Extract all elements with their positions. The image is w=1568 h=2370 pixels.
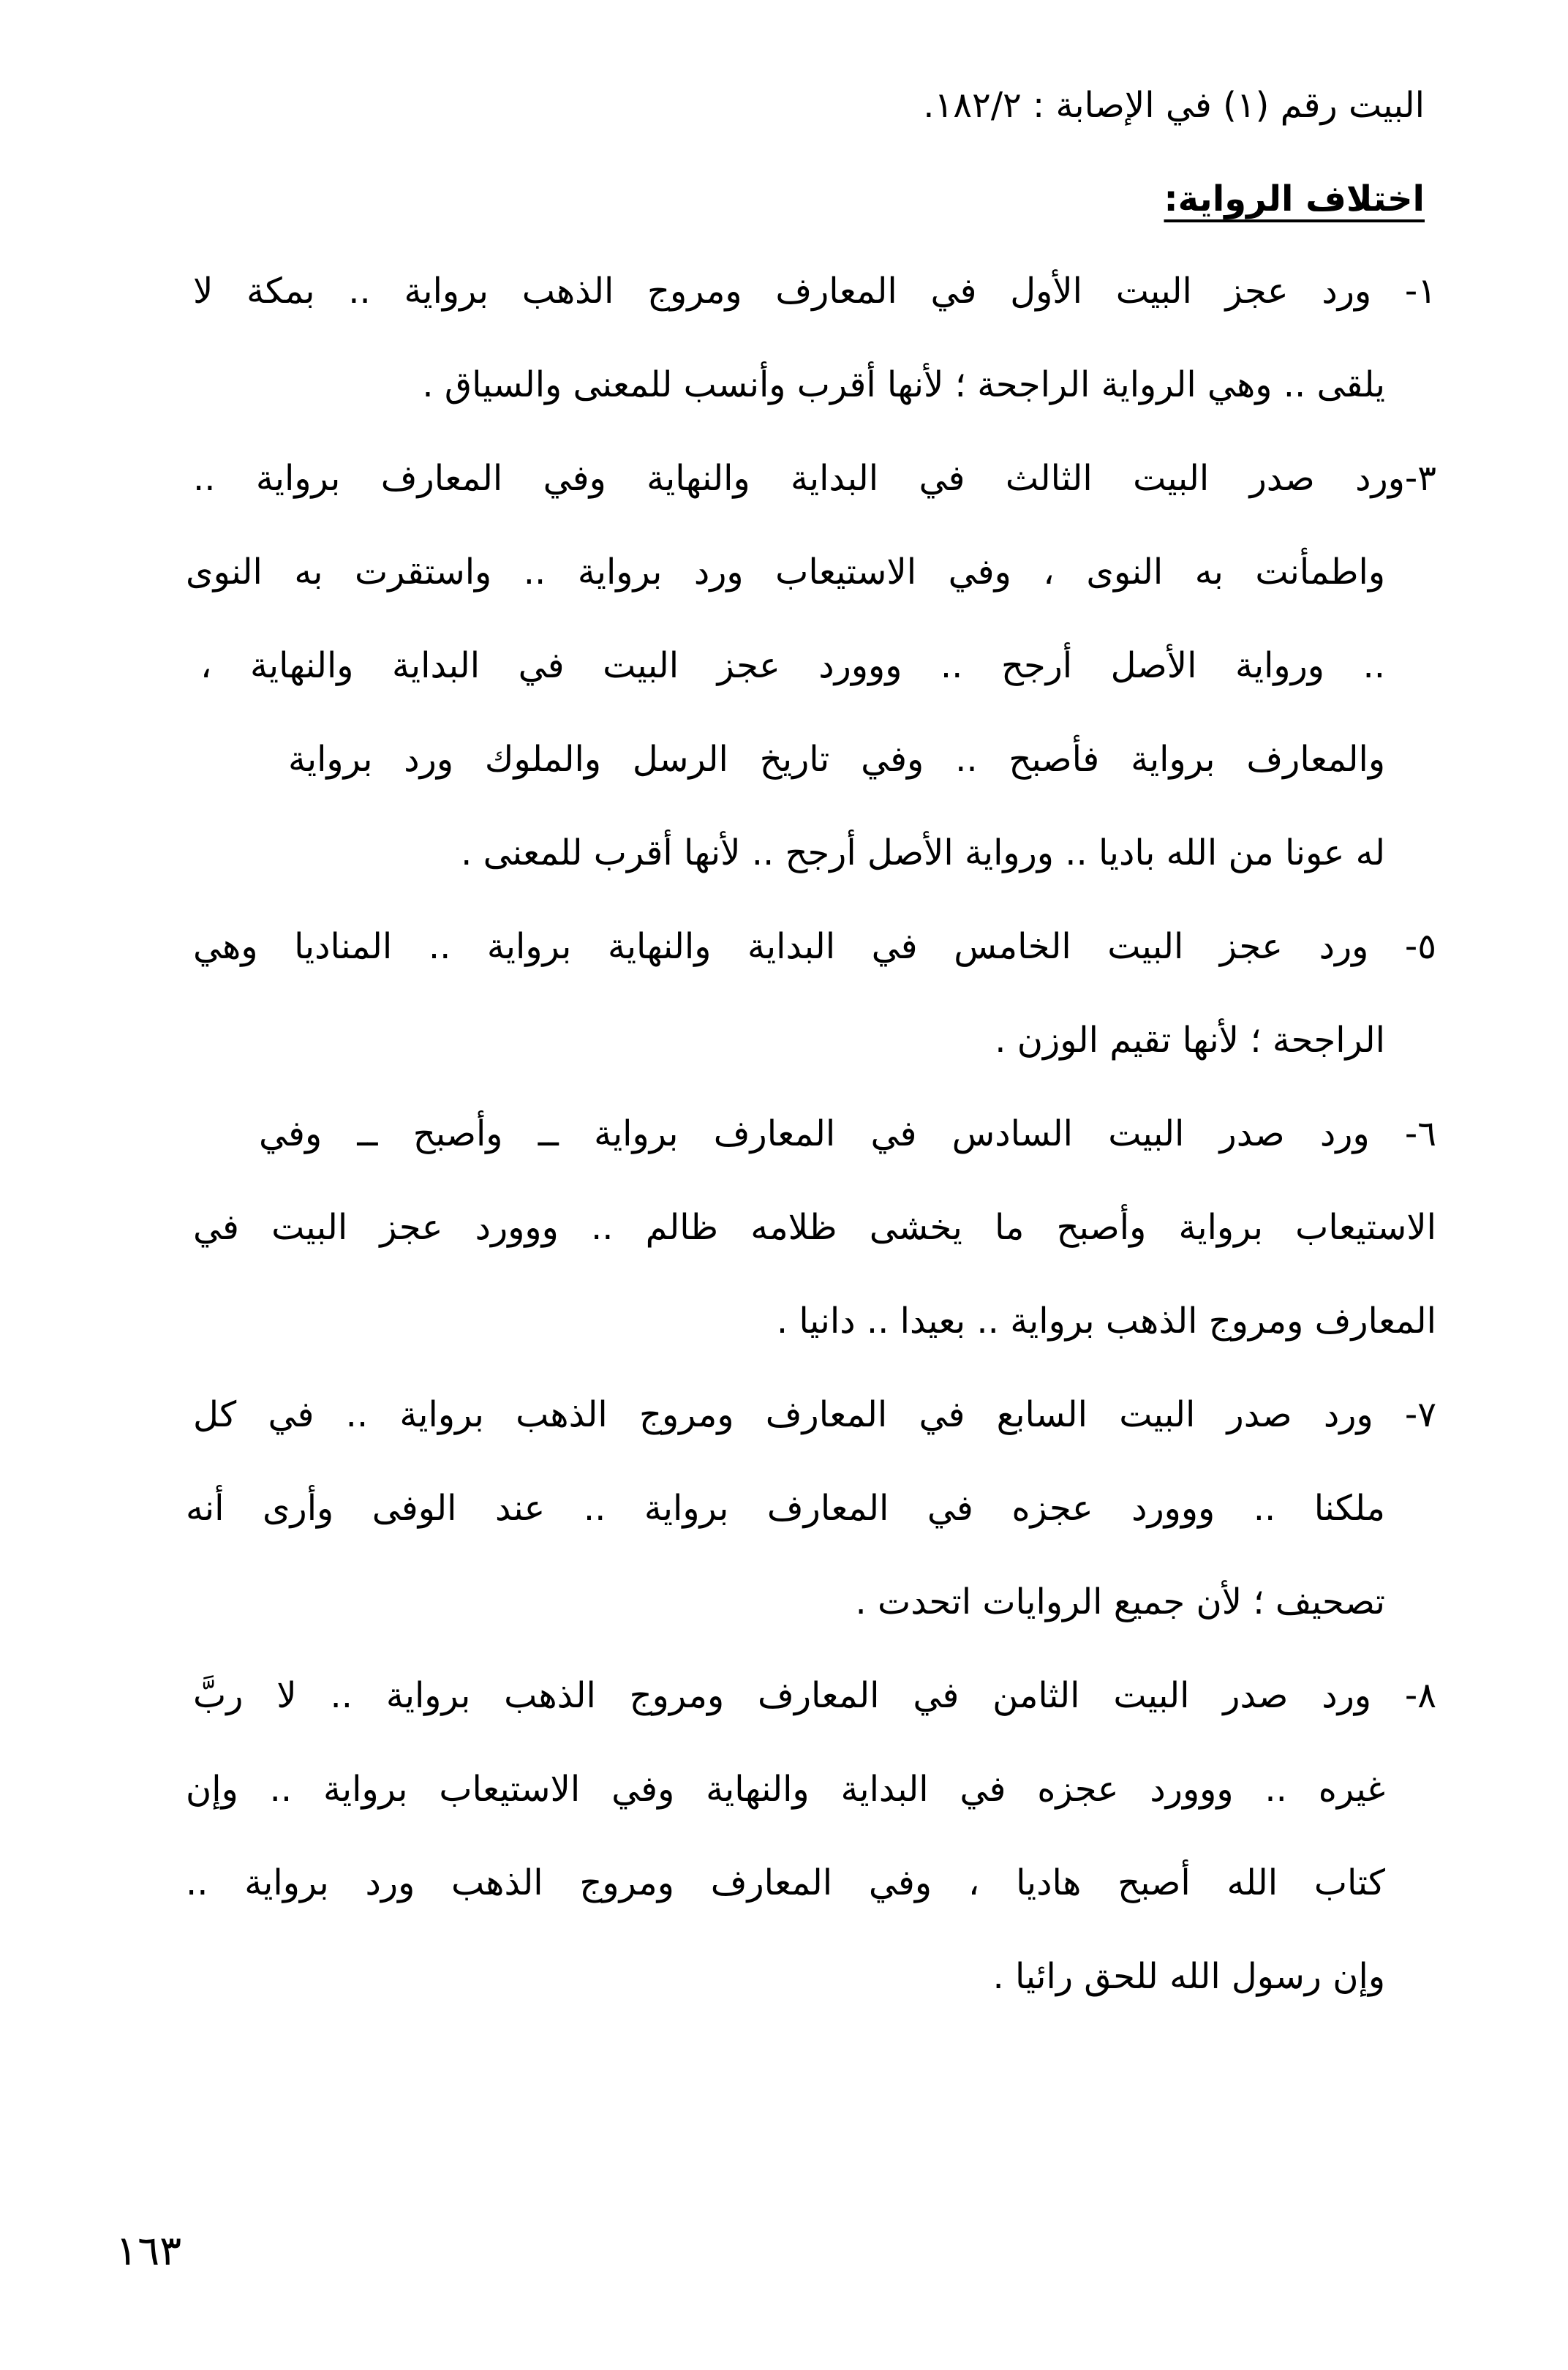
paragraph-line: ٦- ورد صدر البيت السادس في المعارف برواية ــ وأصبح ــ وفي — [259, 1113, 1436, 1154]
paragraph-line: له عونا من الله باديا .. ورواية الأصل أرجح .. لأنها أقرب للمعنى . — [461, 832, 1385, 873]
paragraph-line: تصحيف ؛ لأن جميع الروايات اتحدت . — [855, 1581, 1385, 1622]
paragraph-line: ملكنا .. ووورد عجزه في المعارف برواية .. عند الوفى وأرى أنه — [186, 1488, 1385, 1529]
paragraph-line: غيره .. ووورد عجزه في البداية والنهاية وفي الاستيعاب برواية .. وإن — [186, 1769, 1385, 1810]
paragraph-line: واطمأنت به النوى ، وفي الاستيعاب ورد برواية .. واستقرت به النوى — [186, 552, 1385, 592]
paragraph-line: المعارف ومروج الذهب برواية .. بعيدا .. دانيا . — [776, 1301, 1436, 1342]
paragraph-line: الاستيعاب برواية وأصبح ما يخشى ظلامه ظالم .. ووورد عجز البيت في — [193, 1207, 1436, 1248]
paragraph-line: والمعارف برواية فأصبح .. وفي تاريخ الرسل والملوك ورد برواية — [288, 739, 1385, 780]
paragraph-line: وإن رسول الله للحق رائيا . — [992, 1956, 1385, 1997]
source-note: البيت رقم (١) في الإصابة : ١٨٢/٢. — [923, 85, 1425, 126]
paragraph-line: يلقى .. وهي الرواية الراجحة ؛ لأنها أقرب وأنسب للمعنى والسياق . — [422, 364, 1385, 405]
paragraph-line: ٧- ورد صدر البيت السابع في المعارف ومروج الذهب برواية .. في كل — [193, 1394, 1436, 1435]
paragraph-line: ٨- ورد صدر البيت الثامن في المعارف ومروج الذهب برواية .. لا ربَّ — [193, 1675, 1436, 1716]
paragraph-line: ١- ورد عجز البيت الأول في المعارف ومروج الذهب برواية .. بمكة لا — [193, 271, 1436, 312]
paragraph-line: ٥- ورد عجز البيت الخامس في البداية والنهاية برواية .. المناديا وهي — [193, 926, 1436, 967]
paragraph-line: كتاب الله أصبح هاديا ، وفي المعارف ومروج الذهب ورد برواية .. — [186, 1862, 1385, 1903]
section-heading: اختلاف الرواية: — [1164, 178, 1425, 219]
paragraph-line: .. ورواية الأصل أرجح .. ووورد عجز البيت في البداية والنهاية ، — [200, 645, 1385, 686]
paragraph-line: ٣-ورد صدر البيت الثالث في البداية والنهاية وفي المعارف برواية .. — [193, 458, 1436, 499]
page-number: ١٦٣ — [116, 2227, 182, 2275]
paragraph-line: الراجحة ؛ لأنها تقيم الوزن . — [995, 1020, 1385, 1061]
